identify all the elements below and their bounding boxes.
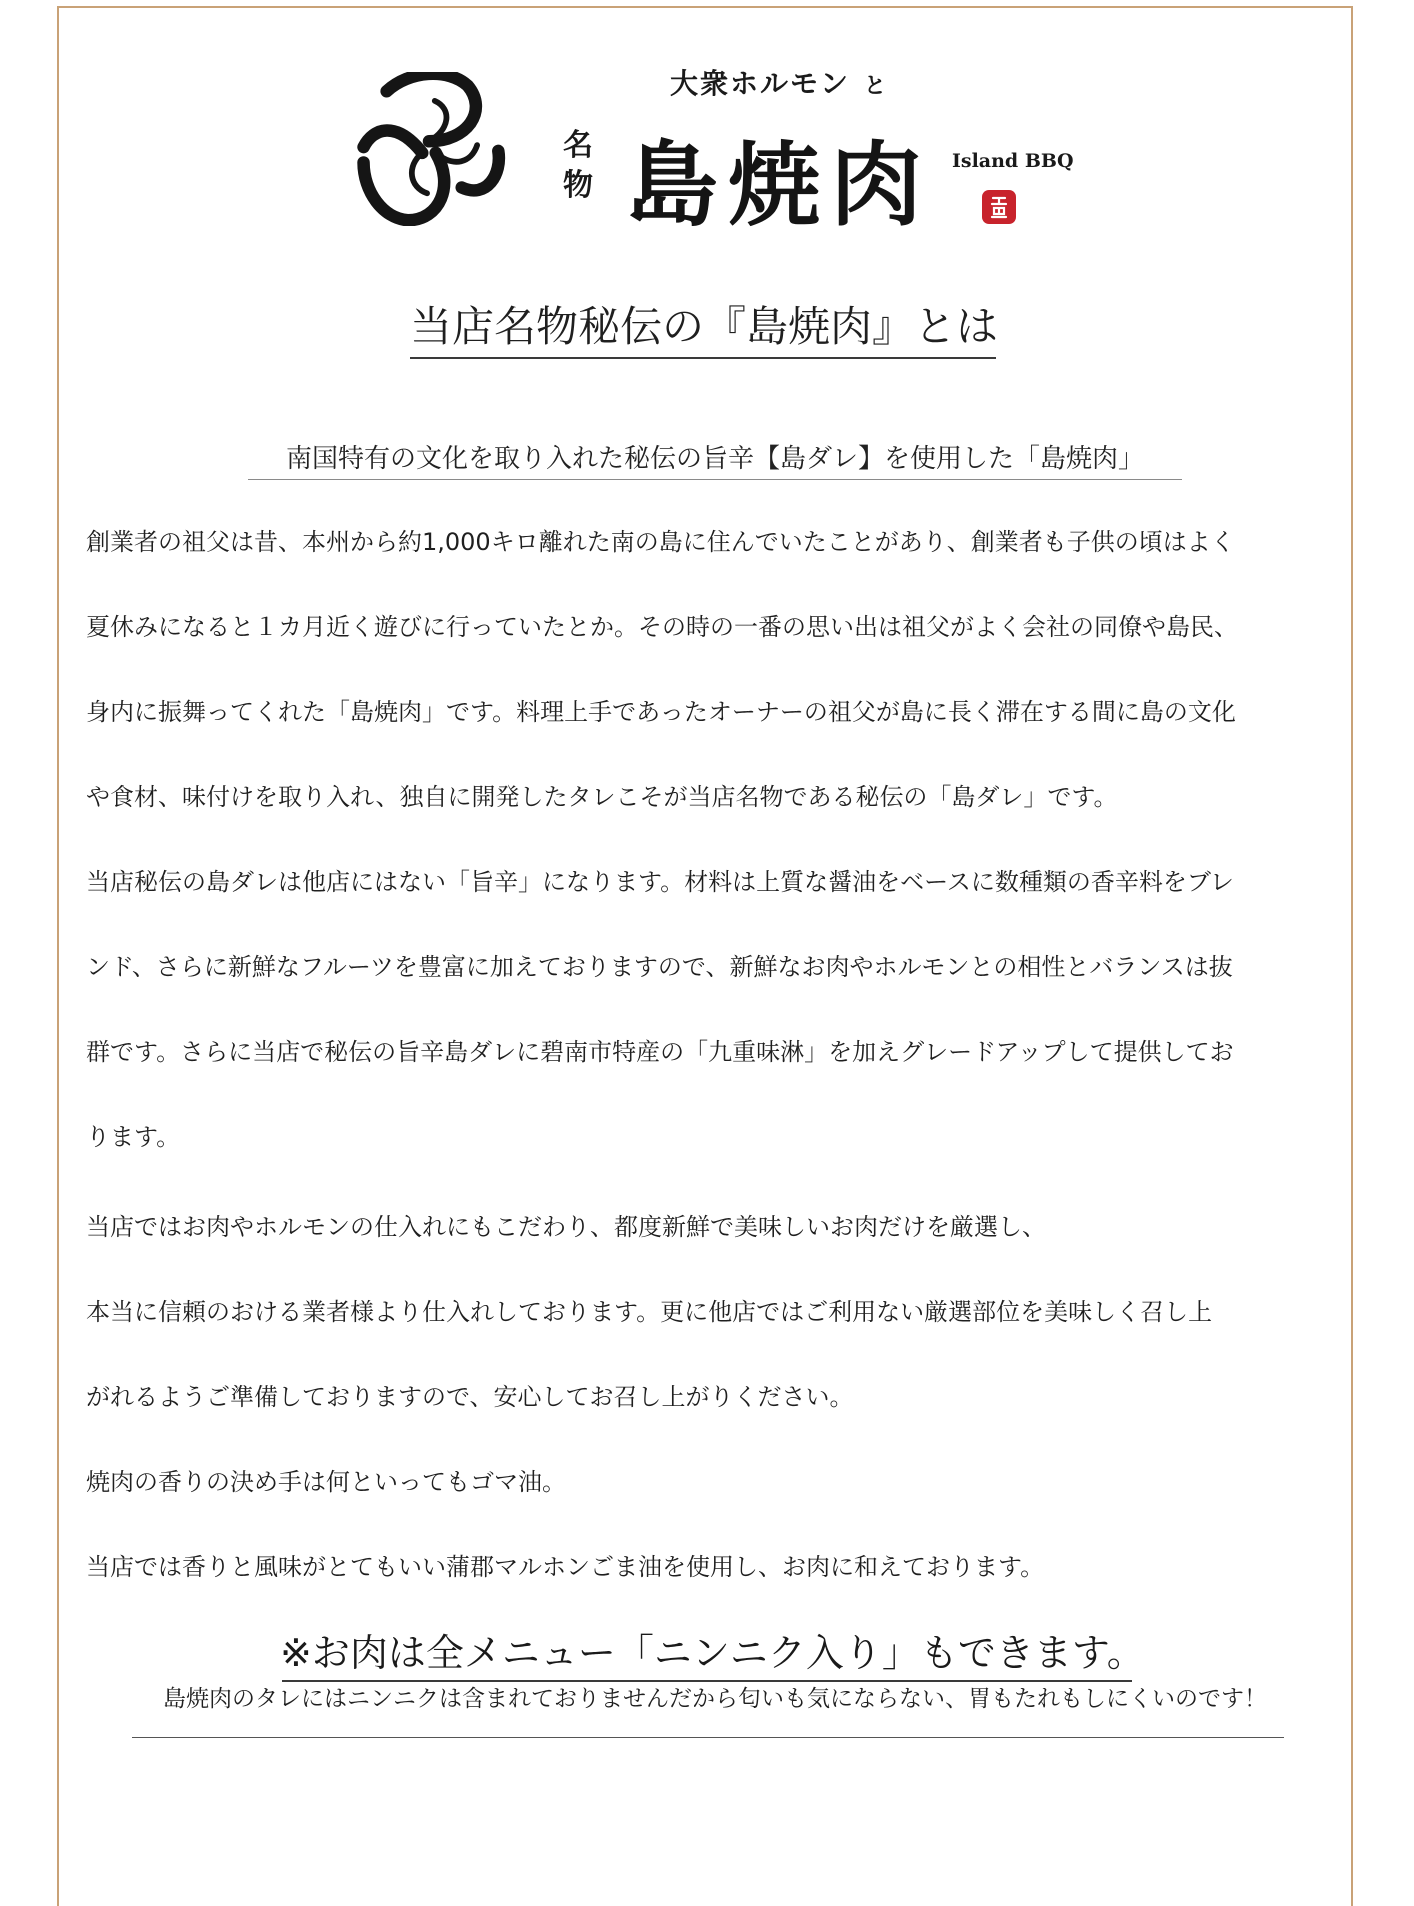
logo-tagline-conjunction: と xyxy=(864,74,889,99)
page-title: 当店名物秘伝の『島焼肉』とは xyxy=(410,302,999,351)
body-line: 本当に信頼のおける業者様より仕入れしております。更に他店ではご利用ない厳選部位を美味しく召し上 xyxy=(86,1298,1213,1326)
garlic-note: ※お肉は全メニュー「ニンニク入り」もできます。 xyxy=(280,1631,1145,1675)
body-line: 当店秘伝の島ダレは他店にはない「旨辛」になります。材料は上質な醤油をベースに数種類の香辛料をブレ xyxy=(86,868,1234,896)
logo-meibutsu: 名物 xyxy=(563,128,593,203)
logo-tagline: 大衆ホルモン と xyxy=(670,67,889,100)
body-line: ります。 xyxy=(86,1123,181,1151)
section-subtitle: 南国特有の文化を取り入れた秘伝の旨辛【島ダレ】を使用した「島焼肉」 xyxy=(285,444,1144,474)
body-line: や食材、味付けを取り入れ、独自に開発したタレこそが当店名物である秘伝の「島ダレ」です。 xyxy=(86,783,1118,811)
body-line: がれるようご準備しておりますので、安心してお召し上がりください。 xyxy=(86,1383,854,1411)
body-line: ンド、さらに新鮮なフルーツを豊富に加えておりますので、新鮮なお肉やホルモンとの相性とバランスは抜 xyxy=(86,953,1233,981)
logo-english-name: Island BBQ xyxy=(952,150,1074,172)
swirl-logo-icon xyxy=(352,72,506,226)
title-underline xyxy=(410,357,996,359)
garlic-note-detail: 島焼肉のタレにはニンニクは含まれておりませんだから匂いも気にならない、胃もたれもしにくいのです！ xyxy=(163,1686,1267,1712)
body-line: 当店では香りと風味がとてもいい蒲郡マルホンごま油を使用し、お肉に和えております。 xyxy=(86,1553,1045,1581)
subtitle-underline xyxy=(248,479,1182,480)
bottom-divider xyxy=(132,1737,1284,1738)
logo-name: 島焼肉 xyxy=(626,131,933,239)
body-line: 創業者の祖父は昔、本州から約1,000キロ離れた南の島に住んでいたことがあり、創業者も子供の頃はよく xyxy=(86,528,1235,556)
body-line: 当店ではお肉やホルモンの仕入れにもこだわり、都度新鮮で美味しいお肉だけを厳選し、 xyxy=(86,1213,1046,1241)
body-line: 群です。さらに当店で秘伝の旨辛島ダレに碧南市特産の「九重味淋」を加えグレードアップして提供してお xyxy=(86,1038,1234,1066)
body-line: 焼肉の香りの決め手は何といってもゴマ油。 xyxy=(86,1468,566,1496)
seal-stamp-icon xyxy=(982,190,1016,224)
body-line: 夏休みになると１カ月近く遊びに行っていたとか。その時の一番の思い出は祖父がよく会社の同僚や島民、 xyxy=(86,613,1238,641)
body-line: 身内に振舞ってくれた「島焼肉」です。料理上手であったオーナーの祖父が島に長く滞在する間に島の文化 xyxy=(86,698,1236,726)
